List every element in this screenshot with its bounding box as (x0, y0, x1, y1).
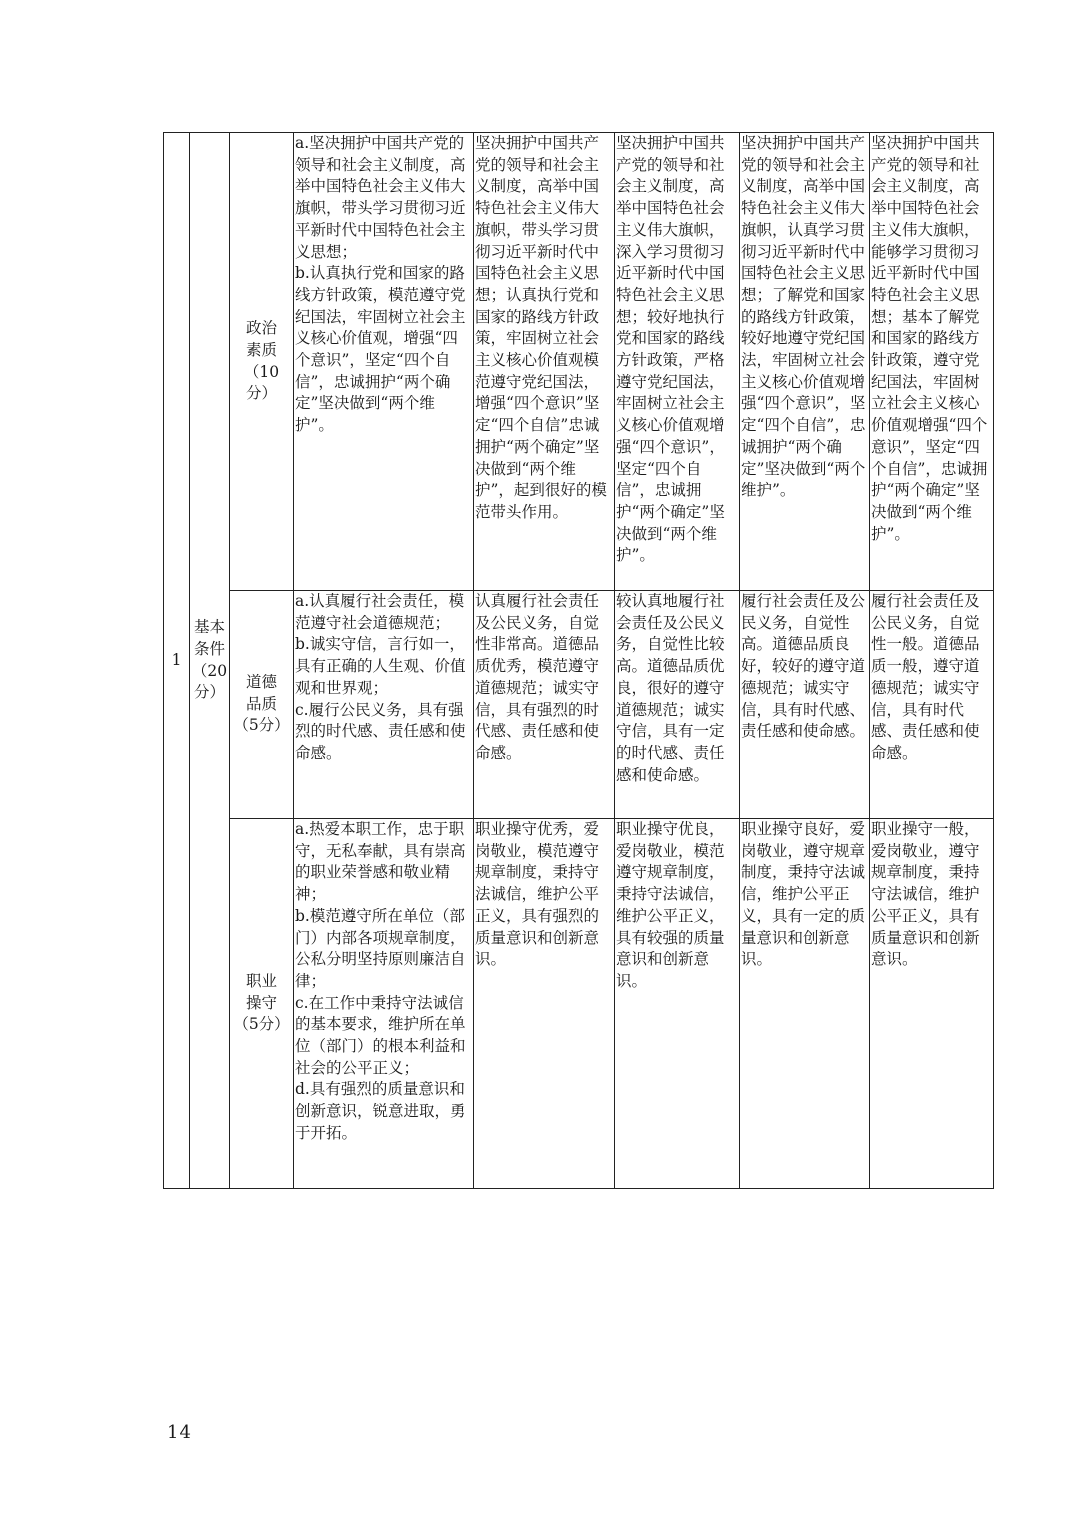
grade-c-cell: 职业操守良好，爱岗敬业，遵守规章制度，秉持守法诚信，维护公平正义，具有一定的质量意识和创新意识。 (740, 819, 870, 1189)
grade-d-cell: 履行社会责任及公民义务，自觉性一般。道德品质一般，遵守道德规范；诚实守信，具有时代感、责任感和使命感。 (870, 591, 994, 819)
table-row (164, 819, 994, 1189)
page-number: 14 (167, 1422, 192, 1443)
table-row (164, 133, 994, 591)
grade-c-cell: 坚决拥护中国共产党的领导和社会主义制度，高举中国特色社会主义伟大旗帜，认真学习贯彻习近平新时代中国特色社会主义思想；了解党和国家的路线方针政策，较好地遵守党纪国法，牢固树立社会主义核心价值观增强“四个意识”，坚定“四个自信”，忠诚拥护“两个确定”坚决做到“两个维护”。 (740, 133, 870, 591)
item-name: 政治 素质 （10 分） (230, 133, 294, 591)
item-name: 道德 品质 （5分） (230, 591, 294, 819)
grade-b-cell: 职业操守优良，爱岗敬业，模范遵守规章制度，秉持守法诚信，维护公平正义，具有较强的质量意识和创新意识。 (615, 819, 740, 1189)
standard-cell: a.坚决拥护中国共产党的领导和社会主义制度，高举中国特色社会主义伟大旗帜，带头学习贯彻习近平新时代中国特色社会主义思想； b.认真执行党和国家的路线方针政策，模范遵守党纪国法，牢固树立社会主义核心价值观，增强“四个意识”，坚定“四个自信”，忠诚拥护“两个确定”坚决做到“两个维护”。 (294, 133, 474, 591)
standard-cell: a.热爱本职工作，忠于职守，无私奉献，具有崇高的职业荣誉感和敬业精神； b.模范遵守所在单位（部门）内部各项规章制度，公私分明坚持原则廉洁自律； c.在工作中秉持守法诚信的基本要求，维护所在单位（部门）的根本利益和社会的公平正义； d.具有强烈的质量意识和创新意识，锐意进取，勇于开拓。 (294, 819, 474, 1189)
grade-a-cell: 坚决拥护中国共产党的领导和社会主义制度，高举中国特色社会主义伟大旗帜，带头学习贯彻习近平新时代中国特色社会主义思想；认真执行党和国家的路线方针政策，牢固树立社会主义核心价值观模范遵守党纪国法，增强“四个意识”坚定“四个自信”忠诚拥护“两个确定”坚决做到“两个维护”，起到很好的模范带头作用。 (474, 133, 615, 591)
grade-c-cell: 履行社会责任及公民义务，自觉性高。道德品质良好，较好的遵守道德规范；诚实守信，具有时代感、责任感和使命感。 (740, 591, 870, 819)
grade-b-cell: 坚决拥护中国共产党的领导和社会主义制度，高举中国特色社会主义伟大旗帜，深入学习贯彻习近平新时代中国特色社会主义思想；较好地执行党和国家的路线方针政策，严格遵守党纪国法，牢固树立社会主义核心价值观增强“四个意识”，坚定“四个自信”，忠诚拥护“两个确定”坚决做到“两个维护”。 (615, 133, 740, 591)
evaluation-table (163, 132, 994, 1189)
table-row (164, 591, 994, 819)
section-number: 1 (164, 133, 190, 1189)
grade-d-cell: 坚决拥护中国共产党的领导和社会主义制度，高举中国特色社会主义伟大旗帜，能够学习贯彻习近平新时代中国特色社会主义思想；基本了解党和国家的路线方针政策，遵守党纪国法，牢固树立社会主义核心价值观增强“四个意识”，坚定“四个自信”，忠诚拥护“两个确定”坚决做到“两个维护”。 (870, 133, 994, 591)
standard-cell: a.认真履行社会责任，模范遵守社会道德规范； b.诚实守信，言行如一，具有正确的人生观、价值观和世界观； c.履行公民义务，具有强烈的时代感、责任感和使命感。 (294, 591, 474, 819)
item-name: 职业 操守 （5分） (230, 819, 294, 1189)
grade-b-cell: 较认真地履行社会责任及公民义务，自觉性比较高。道德品质优良，很好的遵守道德规范；诚实守信，具有一定的时代感、责任感和使命感。 (615, 591, 740, 819)
grade-a-cell: 认真履行社会责任及公民义务，自觉性非常高。道德品质优秀，模范遵守道德规范；诚实守信，具有强烈的时代感、责任感和使命感。 (474, 591, 615, 819)
grade-a-cell: 职业操守优秀，爱岗敬业，模范遵守规章制度，秉持守法诚信，维护公平正义，具有强烈的质量意识和创新意识。 (474, 819, 615, 1189)
grade-d-cell: 职业操守一般，爱岗敬业，遵守规章制度，秉持守法诚信，维护公平正义，具有质量意识和创新意识。 (870, 819, 994, 1189)
section-label: 基本 条件 （20 分） (190, 133, 230, 1189)
